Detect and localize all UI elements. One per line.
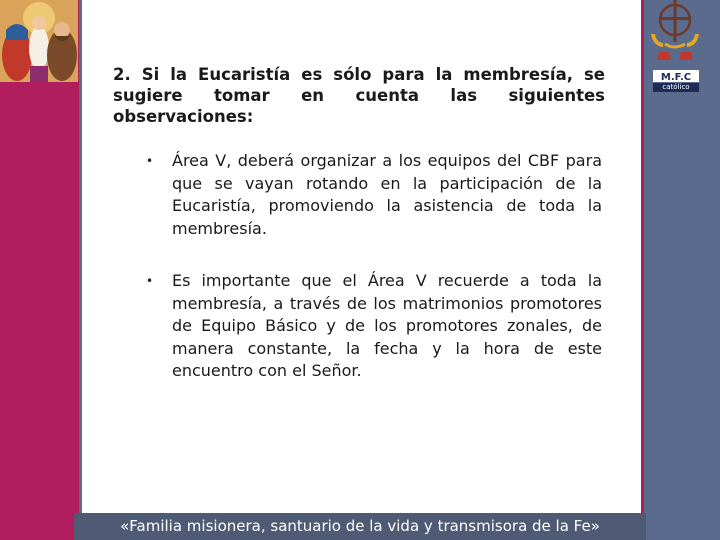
logo-title: M.F.C bbox=[660, 72, 692, 83]
page-title: 2. Si la Eucaristía es sólo para la membresía, se sugiere tomar en cuenta las siguientes observaciones: bbox=[113, 65, 605, 126]
list-item bbox=[146, 270, 602, 383]
holy-family-icon bbox=[0, 0, 78, 82]
bullet-text: Es importante que el Área V recuerde a toda la membresía, a través de los matrimonios promotores de Equipo Básico y de los promotores zonales, de manera constante, la fecha y la hora de este encuentro con el Señor. bbox=[172, 271, 602, 380]
bullet-text: Área V, deberá organizar a los equipos del CBF para que se vayan rotando en la participación de la Eucaristía, promoviendo la asistencia de toda la membresía. bbox=[172, 151, 602, 238]
logo-subtitle: católico bbox=[662, 83, 690, 91]
bullet-marker: • bbox=[146, 154, 154, 168]
bullet-list bbox=[146, 150, 602, 413]
list-item bbox=[146, 150, 602, 240]
bullet-marker: • bbox=[146, 274, 154, 288]
footer-motto: «Familia misionera, santuario de la vida y transmisora de la Fe» bbox=[74, 513, 646, 540]
